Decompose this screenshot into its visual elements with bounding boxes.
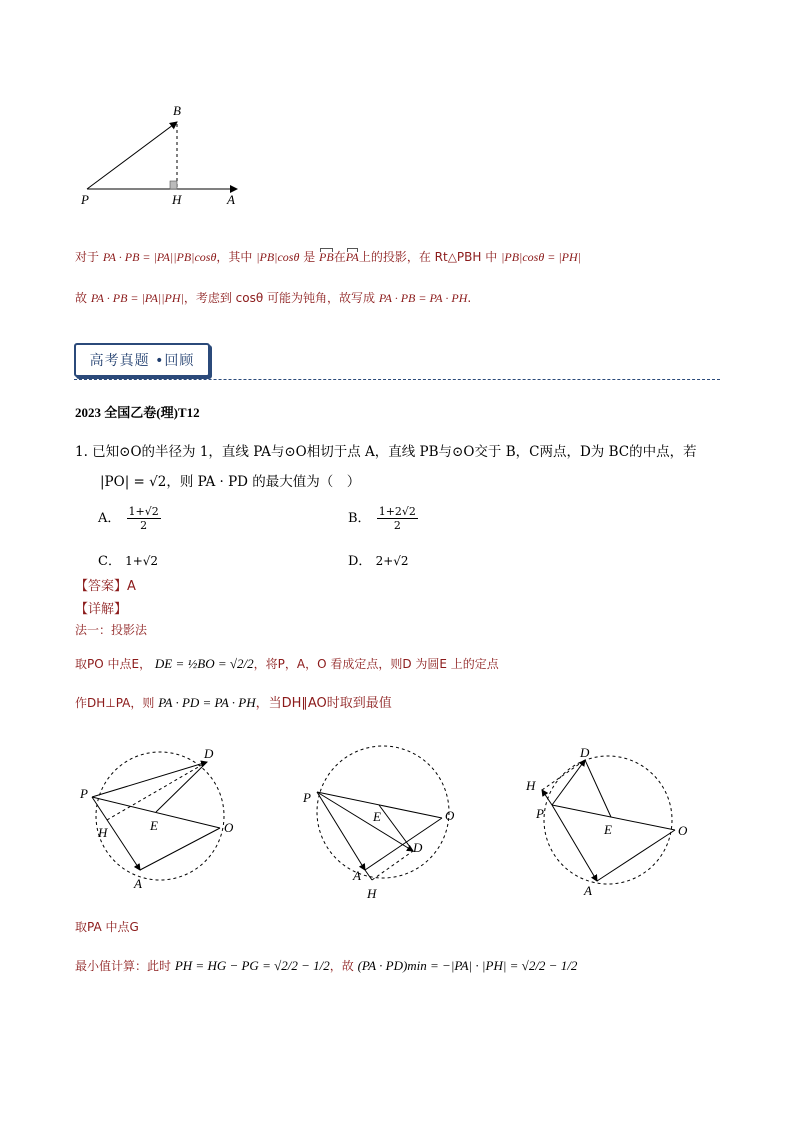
f2-label-o: O: [445, 808, 455, 823]
f2-label-h: H: [367, 886, 377, 901]
question-line-1: 1. 已知⊙O的半径为 1，直线 PA与⊙O相切于点 A，直线 PB与⊙O交于 B，C两点，D为 BC的中点，若: [75, 444, 697, 460]
answer-label: 【答案】A: [75, 579, 136, 594]
question-line-2: |PO| = √2，则 PA · PD 的最大值为（ ）: [100, 474, 361, 490]
f1-label-d: D: [204, 746, 214, 761]
f3-label-e: E: [604, 822, 612, 837]
f3-label-a: A: [584, 883, 592, 898]
eq-min: (PA · PD)min = −|PA| · |PH| = √2/2 − 1/2: [357, 958, 578, 973]
right-angle-mark: [170, 181, 177, 189]
eq-dot-product: PA · PB = |PA||PB|cosθ: [102, 250, 217, 264]
f2-label-d: D: [413, 840, 423, 855]
label-p: P: [81, 192, 89, 207]
f3-label-d: D: [580, 745, 590, 760]
circle-figure-1: [70, 740, 250, 900]
f3-label-p: P: [536, 806, 544, 821]
vector-pb: [87, 122, 177, 189]
eq-pb-cos: |PB|cosθ: [256, 250, 300, 264]
vector-pa-label: PA: [345, 250, 359, 264]
eq-pa-pb-ph: PA · PB = |PA||PH|: [90, 291, 184, 305]
f3-label-o: O: [678, 823, 688, 838]
f1-label-a: A: [134, 876, 142, 891]
choice-c[interactable]: C． 1+√2: [98, 554, 159, 569]
label-b: B: [173, 103, 181, 118]
step-4: 最小值计算：此时 PH = HG − PG = √2/2 − 1/2，故 (PA · PD)min = −|PA| · |PH| = √2/2 − 1/2: [75, 958, 578, 973]
section-tab: 高考真题 •回顾: [74, 343, 210, 377]
f2-label-a: A: [353, 868, 361, 883]
note-line-1: 对于 PA · PB = |PA||PB|cosθ，其中 |PB|cosθ 是 PB在PA上的投影，在 Rt△PBH 中 |PB|cosθ = |PH|: [75, 250, 581, 264]
f2-label-e: E: [373, 809, 381, 824]
step-2: 作DH⊥PA，则 PA · PD = PA · PH，当DH∥AO时取到最值: [75, 695, 392, 711]
f2-label-p: P: [303, 790, 311, 805]
f1-label-p: P: [80, 786, 88, 801]
vector-pb-label: PB: [319, 250, 334, 264]
section-divider: [74, 379, 720, 380]
eq-ph: PH = HG − PG = √2/2 − 1/2: [174, 958, 330, 973]
circle-figure-2: [295, 740, 475, 905]
f3-label-h: H: [526, 778, 536, 793]
f1-label-o: O: [224, 820, 234, 835]
circle-figure-3: [520, 740, 700, 905]
detail-label: 【详解】: [75, 602, 128, 617]
note-line-2: 故 PA · PB = |PA||PH|，考虑到 cosθ 可能为钝角，故写成 PA · PB = PA · PH.: [75, 291, 472, 305]
method-label: 法一：投影法: [75, 623, 148, 637]
f1-label-e: E: [150, 818, 158, 833]
eq-pb-cos-ph: |PB|cosθ = |PH|: [501, 250, 581, 264]
projection-figure: [75, 100, 255, 210]
label-h: H: [172, 192, 182, 207]
step-1: 取PO 中点E， DE = ½BO = √2/2，将P，A，O 看成定点，则D 为圆E 上的定点: [75, 656, 499, 671]
source-label: 2023 全国乙卷(理)T12: [75, 405, 200, 420]
choice-d[interactable]: D． 2+√2: [348, 554, 409, 569]
choice-a[interactable]: A． $\frac{1+√2}{2}$: [98, 505, 159, 532]
eq-pa-pb-pa-ph: PA · PB = PA · PH: [378, 291, 468, 305]
step-3: 取PA 中点G: [75, 920, 139, 934]
f1-label-h: H: [98, 825, 108, 840]
choice-b[interactable]: B． $\frac{1+2√2}{2}$: [348, 505, 416, 532]
label-a: A: [227, 192, 235, 207]
eq-pa-pd: PA · PD = PA · PH: [158, 695, 256, 710]
eq-de: DE = ½BO = √2/2: [154, 656, 254, 671]
